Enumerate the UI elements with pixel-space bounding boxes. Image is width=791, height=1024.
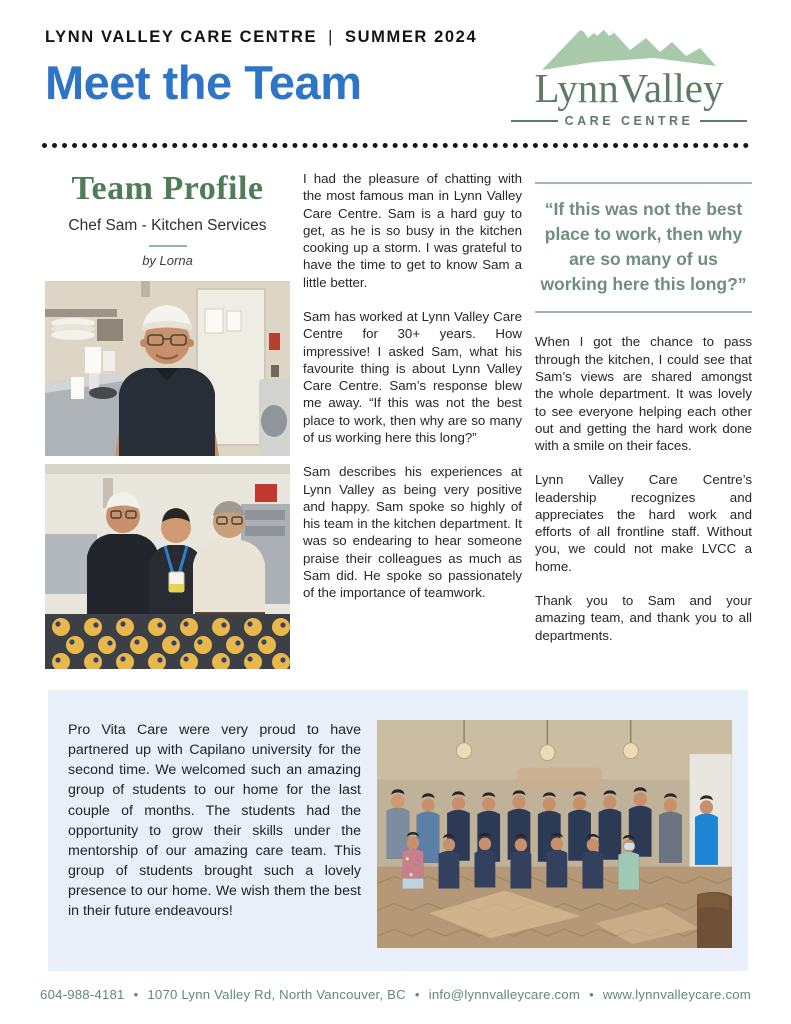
logo-subtitle: CARE CENTRE [564,114,694,128]
header-left [45,16,478,109]
issue-kicker [45,16,477,47]
byline-rule [149,245,187,247]
article-column-middle [303,168,522,669]
students-highlight-box [48,690,748,971]
footer-separator: • [589,987,594,1002]
chef-sam-photo [45,281,290,456]
kicker-org: LYNN VALLEY CARE CENTRE [45,28,318,46]
article-paragraph: Sam describes his experiences at Lynn Valley as being very positive and happy. Sam spoke so highly of his team in the kitchen department. It was so endearing to hear someone praise their colleagues as much as Sam did. He spoke so passionately of the importance of teamwork. [303,464,522,601]
page-title: Meet the Team [45,56,362,109]
profile-heading: Team Profile [71,170,264,207]
header [0,0,791,128]
article-paragraph: I had the pleasure of chatting with the most famous man in Lynn Valley Care Centre. Sam is a hard guy to get, as he is so busy in the kitchen cooking up a storm. I was grateful to have the time to get to know Sam a little better. [303,171,522,290]
footer-separator: • [414,987,420,1002]
logo-rule-right [700,120,747,122]
kitchen-team-photo [45,464,290,669]
email-link[interactable]: info@lynnvalleycare.com [428,987,581,1002]
students-article-text: Pro Vita Care were very proud to have partnered up with Capilano university for the second time. We welcomed such an amazing group of students to our home for the last couple of months. The students had the opportunity to grow their skills under the mentorship of our amazing care team. This group of students brought such a lovely presence to our home. We wish them the best in their future endeavours! [68,722,361,920]
mountain-logo-icon [534,16,724,72]
byline: by Lorna [142,253,193,268]
profile-subheading: Chef Sam - Kitchen Services [68,217,267,234]
kicker-separator: | [328,28,335,46]
logo-subtitle-row [503,114,755,128]
article-columns [0,148,791,669]
students-group-photo [377,720,732,948]
profile-column [45,168,290,669]
footer-contact-bar [0,987,791,1024]
address: 1070 Lynn Valley Rd, North Vancouver, BC [147,987,406,1002]
website-link[interactable]: www.lynnvalleycare.com [602,987,751,1002]
pull-quote: “If this was not the best place to work, then why are so many of us working here this long?” [535,182,752,313]
lynn-valley-logo [503,16,755,128]
article-column-right [535,168,752,669]
article-paragraph: Lynn Valley Care Centre’s leadership recognizes and appreciates the hard work and efforts of all frontline staff. Without you, we could not make LVCC a home. [535,472,752,574]
article-paragraph: Thank you to Sam and your amazing team, and thank you to all departments. [535,593,752,643]
kicker-issue: SUMMER 2024 [345,28,478,46]
article-paragraph: Sam has worked at Lynn Valley Care Centre for 30+ years. How impressive! I asked Sam, what his favourite thing is about Lynn Valley Care Centre. Sam’s response blew me away. “If this was not the best place to work, then why are so many of us working here this long?” [303,308,522,445]
logo-wordmark: LynnValley [534,65,724,111]
footer-separator: • [133,987,139,1002]
phone-number: 604-988-4181 [40,987,125,1002]
logo-rule-left [511,120,558,122]
article-paragraph: When I got the chance to pass through the kitchen, I could see that Sam’s views are shared amongst the whole department. It was lovely to see everyone helping each other out and getting the hard work done with a smile on their faces. [535,334,752,454]
